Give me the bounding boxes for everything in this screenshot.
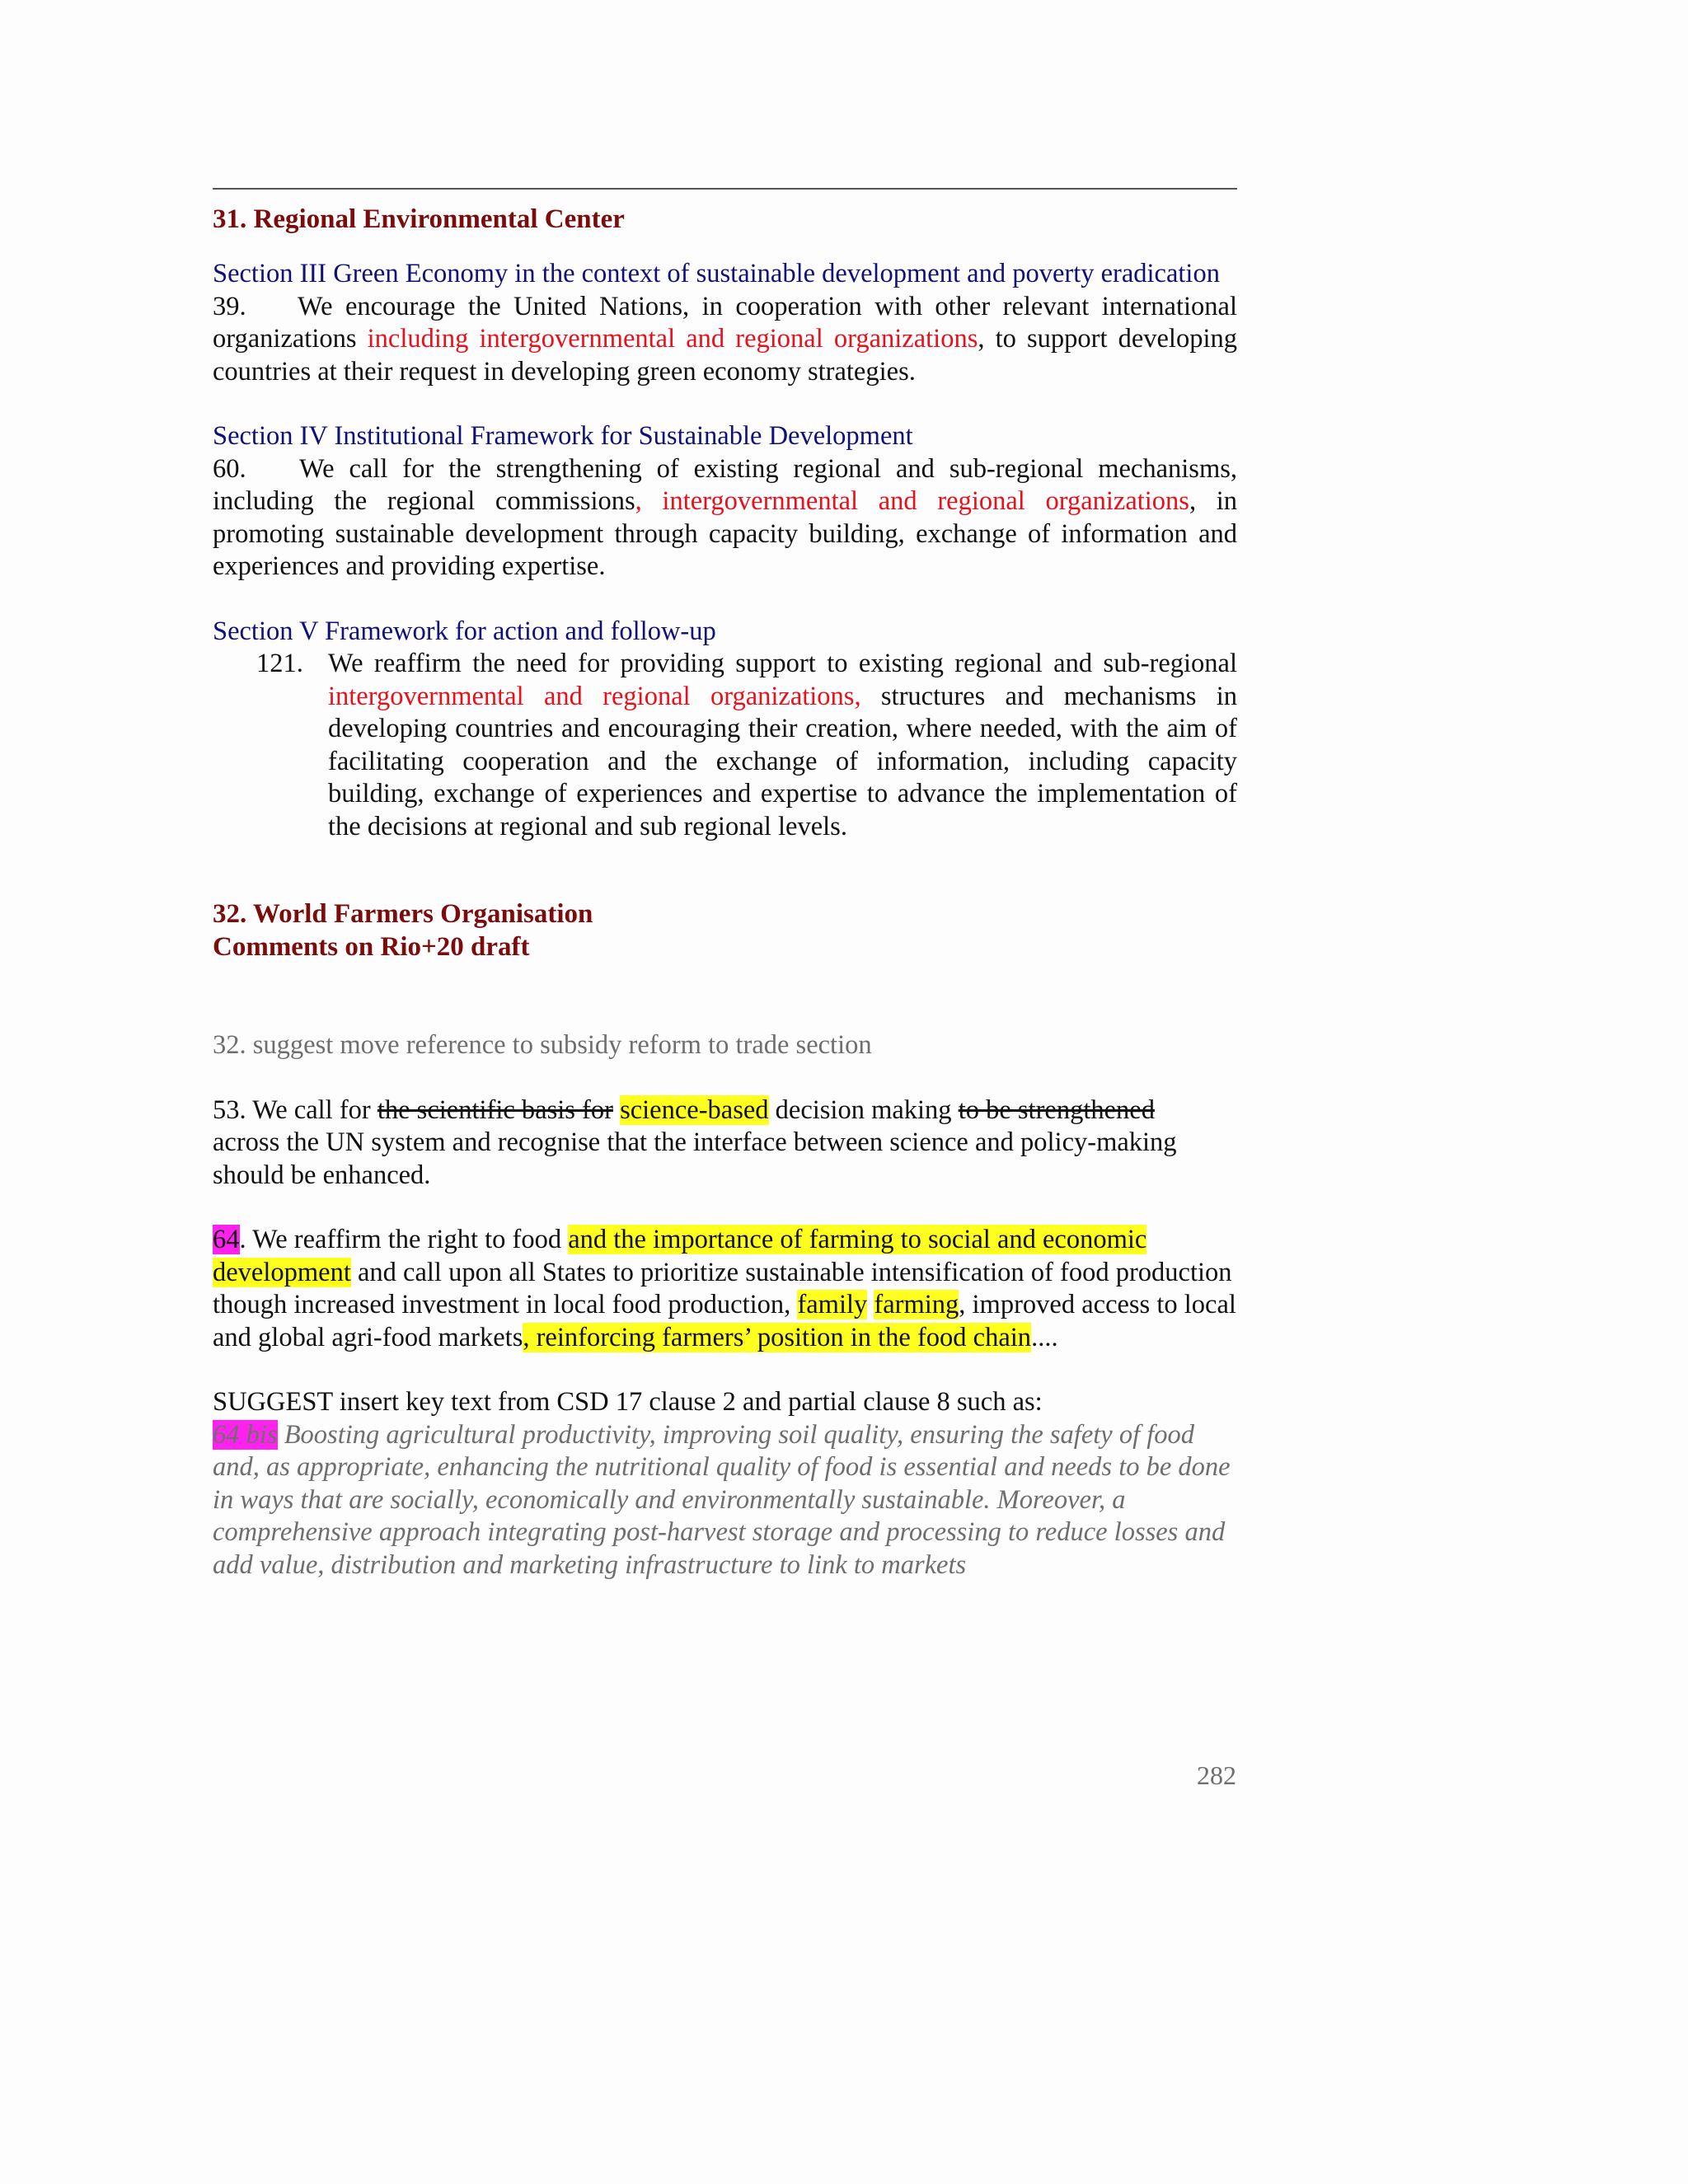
paragraph-text: .... (1031, 1322, 1058, 1352)
highlighted-text: family (797, 1290, 868, 1319)
paragraph-121-text (328, 648, 1237, 843)
top-rule (213, 188, 1237, 190)
suggest-line: SUGGEST insert key text from CSD 17 clause 2 and partial clause 8 such as: (213, 1387, 1043, 1417)
paragraph-text: decision making (768, 1094, 959, 1125)
highlighted-text: , reinforcing farmers’ position in the food chain (523, 1322, 1032, 1352)
paragraph-text: We call for the strengthening of existing regional and sub-regional mechanisms, including the regional commissions (213, 453, 1237, 516)
paragraph-64 (213, 1224, 1237, 1354)
paragraph-39 (213, 291, 1237, 389)
deleted-text: the scientific basis for (377, 1094, 613, 1125)
page-content (213, 203, 1237, 1582)
subheading-32: Comments on Rio+20 draft (213, 932, 530, 962)
paragraph-text: We encourage the United Nations, in cooperation with other relevant international organizations (213, 291, 1237, 354)
highlighted-text: science-based (620, 1094, 769, 1125)
paragraph-text: structures and mechanisms in developing countries and encouraging their creation, where needed, with the aim of facilitating cooperation and the exchange of information, including capacity building, exchange of experiences and expertise to advance the implementation of the decisions at regional and sub regional levels. (328, 681, 1238, 841)
highlighted-number: 64 (213, 1225, 240, 1254)
section-5-title: Section V Framework for action and follow-up (213, 616, 716, 646)
section-3-title: Section III Green Economy in the context of sustainable development and poverty eradication (213, 259, 1220, 288)
highlighted-tag: 64 bis (213, 1419, 278, 1450)
paragraph-53 (213, 1094, 1237, 1193)
heading-31: 31. Regional Environmental Center (213, 204, 625, 234)
paragraph-number: 60. (213, 453, 246, 484)
paragraph-text: , to support developing countries at their request in developing green economy strategies. (213, 324, 1237, 387)
inserted-text: , intergovernmental and regional organizations (635, 486, 1189, 516)
paragraph-text: . We reaffirm the right to food (239, 1225, 569, 1254)
paragraph-text: Boosting agricultural productivity, improving soil quality, ensuring the safety of food and, as appropriate, enhancing the nutritional quality of food is essential and needs to be done in ways that are socially, economically and environmentally sustainable. Moreover, a comprehensive approach integrating post-harvest storage and processing to reduce losses and add value, distribution and marketing infrastructure to link to markets (213, 1419, 1231, 1580)
paragraph-text: , improved access to local and global agri-food markets (213, 1290, 1236, 1352)
suggested-text (213, 1419, 1237, 1582)
paragraph-number: 39. (213, 291, 246, 321)
highlighted-text: farming (874, 1290, 959, 1319)
inserted-text: intergovernmental and regional organizations, (328, 681, 861, 711)
paragraph-text: , in promoting sustainable development through capacity building, exchange of information and experiences and providing expertise. (213, 486, 1238, 581)
paragraph-number: 121. (256, 649, 303, 678)
paragraph-text: We reaffirm the need for providing support to existing regional and sub-regional (328, 649, 1237, 678)
paragraph-text: and call upon all States to prioritize sustainable intensification of food production though increased investment in local food production, (213, 1257, 1232, 1319)
deleted-text: to be strengthened (958, 1094, 1155, 1125)
highlighted-text: and the importance of farming to social and economic development (213, 1225, 1147, 1287)
paragraph-121 (256, 648, 1237, 843)
paragraph-32-comment: 32. suggest move reference to subsidy reform to trade section (213, 1030, 872, 1060)
paragraph-60 (213, 453, 1237, 583)
section-4-title: Section IV Institutional Framework for Sustainable Development (213, 421, 913, 451)
heading-32: 32. World Farmers Organisation (213, 899, 593, 929)
inserted-text: including intergovernmental and regional organizations (367, 324, 978, 354)
page-number: 282 (1197, 1760, 1236, 1790)
paragraph-text: across the UN system and recognise that the interface between science and policy-making should be enhanced. (213, 1127, 1177, 1190)
paragraph-text: 53. We call for (213, 1094, 377, 1125)
